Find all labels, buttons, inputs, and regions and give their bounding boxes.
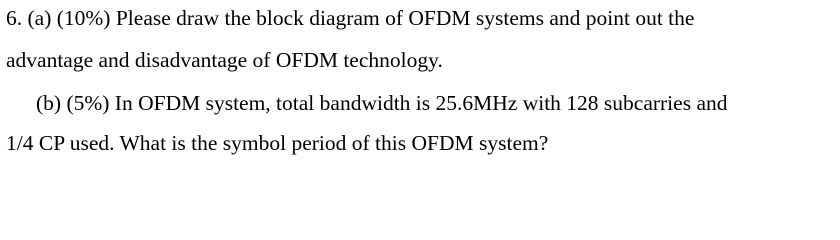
question-part-a-line-1: 6. (a) (10%) Please draw the block diagram of OFDM systems and point out the [6, 6, 695, 30]
question-part-b-line-1: (b) (5%) In OFDM system, total bandwidth is 25.6MHz with 128 subcarries and [36, 91, 728, 115]
question-part-a-line-2: advantage and disadvantage of OFDM technology. [6, 48, 443, 72]
question-part-b-line-2: 1/4 CP used. What is the symbol period of this OFDM system? [6, 131, 549, 155]
